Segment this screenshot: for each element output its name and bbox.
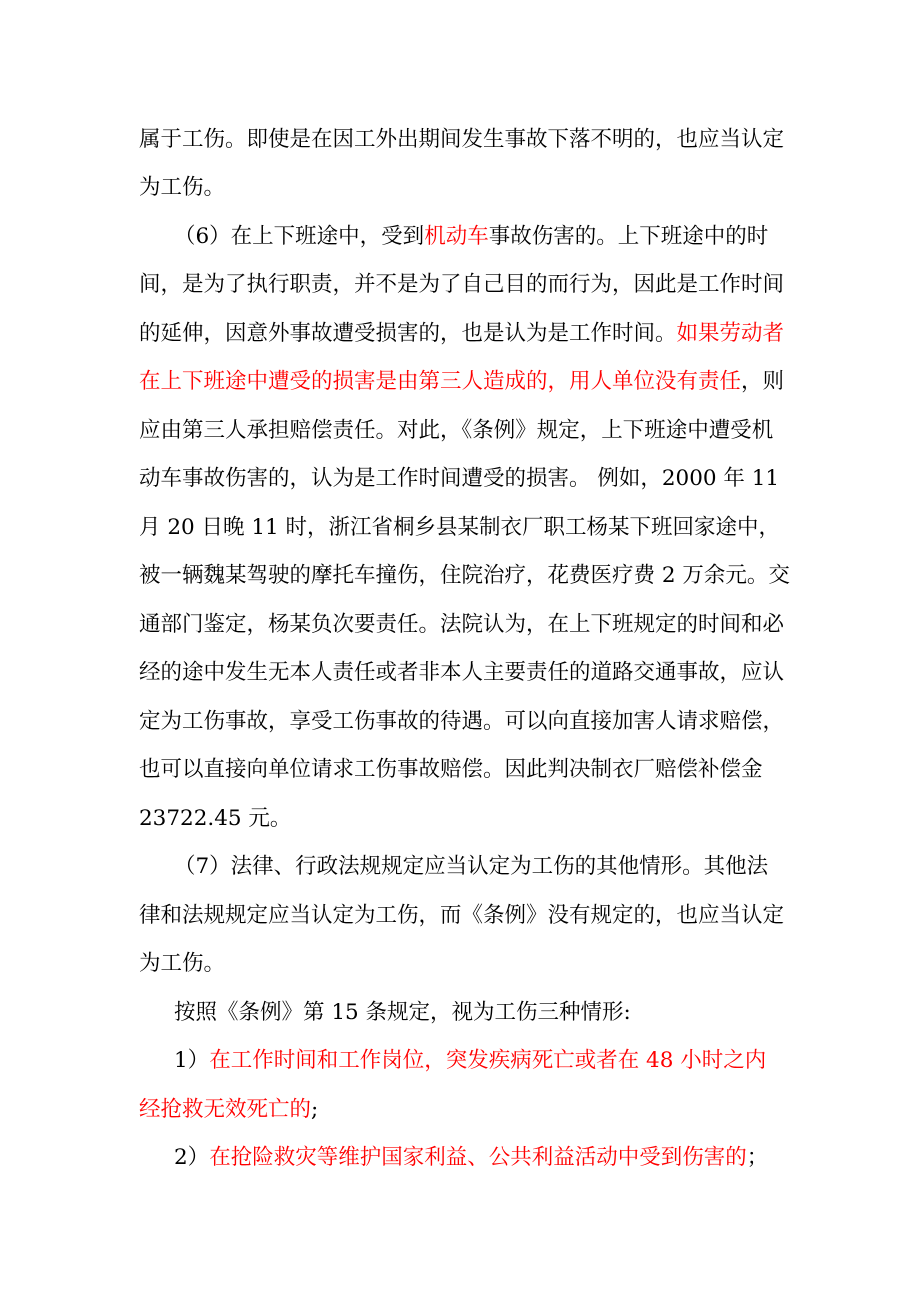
paragraph-article-15	[174, 993, 824, 1033]
highlighted-text: 在工作时间和工作岗位，突发疾病死亡或者在 48 小时之内	[209, 1048, 767, 1073]
text-line	[139, 314, 789, 354]
highlighted-text: 机动车	[424, 224, 489, 249]
text-line	[139, 1090, 789, 1130]
list-number: 2）	[174, 1145, 210, 1170]
text-line	[139, 896, 789, 936]
text-segment: 也可以直接向单位请求工伤事故赔偿。因此判决制衣厂赔偿补偿金	[139, 757, 763, 782]
text-line	[139, 120, 789, 160]
highlighted-text: 在抢险救灾等维护国家利益、公共利益活动中受到伤害的	[209, 1145, 747, 1170]
highlighted-text: 如果劳动者	[676, 321, 785, 346]
highlighted-text: 在上下班途中遭受的损害是由第三人造成的，用人单位没有责任	[139, 369, 742, 394]
text-segment: 动车事故伤害的，认为是工作时间遭受的损害。 例如，2000 年 11	[139, 466, 780, 491]
text-segment: 经的途中发生无本人责任或者非本人主要责任的道路交通事故，应认	[139, 660, 785, 685]
text-line	[139, 799, 789, 839]
text-line	[139, 702, 789, 742]
highlighted-text: 经抢救无效死亡的	[139, 1097, 312, 1122]
text-segment: 律和法规规定应当认定为工伤，而《条例》没有规定的，也应当认定	[139, 903, 785, 928]
text-segment: 间，是为了执行职责，并不是为了自己目的而行为，因此是工作时间	[139, 272, 785, 297]
text-segment: 按照《条例》第 15 条规定，视为工伤三种情形:	[174, 1000, 631, 1025]
text-line	[139, 750, 789, 790]
list-item-1	[174, 1041, 824, 1081]
text-segment: 被一辆魏某驾驶的摩托车撞伤，住院治疗，花费医疗费 2 万余元。交	[139, 563, 790, 588]
text-line	[139, 459, 789, 499]
list-number: 1）	[174, 1048, 210, 1073]
text-segment: 事故伤害的。上下班途中的时	[488, 224, 769, 249]
paragraph-7-start	[174, 847, 824, 887]
text-segment: ，则	[741, 369, 785, 394]
text-line	[139, 411, 789, 451]
list-item-2	[174, 1138, 824, 1178]
text-line	[139, 944, 789, 984]
text-segment: 定为工伤事故，享受工伤事故的待遇。可以向直接加害人请求赔偿，	[139, 709, 785, 734]
text-segment: （6）在上下班途中，受到	[174, 224, 425, 249]
text-line	[139, 168, 789, 208]
text-segment: 月 20 日晚 11 时，浙江省桐乡县某制衣厂职工杨某下班回家途中，	[139, 515, 781, 540]
text-segment: 为工伤。	[139, 175, 226, 200]
text-segment: ;	[311, 1097, 319, 1122]
text-line	[139, 362, 789, 402]
text-line	[139, 265, 789, 305]
text-segment: ；	[746, 1145, 769, 1170]
text-segment: （7）法律、行政法规规定应当认定为工伤的其他情形。其他法	[174, 854, 769, 879]
text-segment: 23722.45 元。	[139, 806, 292, 831]
text-line	[139, 653, 789, 693]
text-segment: 属于工伤。即使是在因工外出期间发生事故下落不明的，也应当认定	[139, 127, 785, 152]
text-segment: 为工伤。	[139, 951, 226, 976]
text-line	[139, 556, 789, 596]
text-segment: 应由第三人承担赔偿责任。对此，《条例》规定，上下班途中遭受机	[139, 418, 774, 443]
text-segment: 的延伸，因意外事故遭受损害的，也是认为是工作时间。	[139, 321, 677, 346]
text-segment: 通部门鉴定，杨某负次要责任。法院认为，在上下班规定的时间和必	[139, 612, 785, 637]
text-line	[139, 605, 789, 645]
text-line	[139, 508, 789, 548]
paragraph-6-start	[174, 217, 824, 257]
